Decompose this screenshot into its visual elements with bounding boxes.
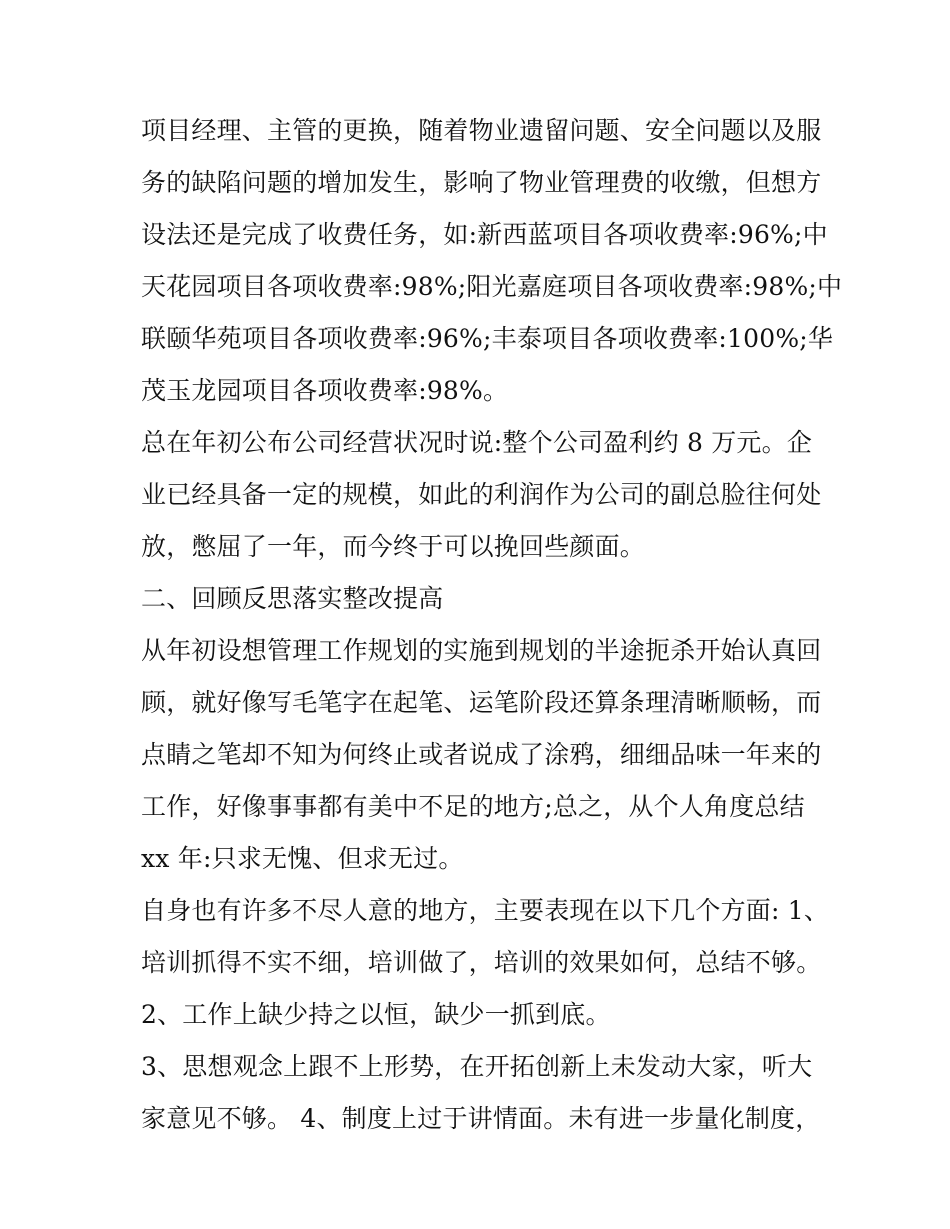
section-heading: 二、回顾反思落实整改提高 xyxy=(141,584,444,613)
text-line: 从年初设想管理工作规划的实施到规划的半途扼杀开始认真回 xyxy=(141,636,822,665)
text-line: 家意见不够。 4、制度上过于讲情面。未有进一步量化制度， xyxy=(141,1104,821,1133)
text-line: 设法还是完成了收费任务，如:新西蓝项目各项收费率:96%;中 xyxy=(141,220,828,249)
text-line: 项目经理、主管的更换，随着物业遗留问题、安全问题以及服 xyxy=(141,116,822,145)
text-line: 总在年初公布公司经营状况时说:整个公司盈利约 8 万元。企 xyxy=(141,428,813,457)
text-line: 放，憋屈了一年，而今终于可以挽回些颜面。 xyxy=(141,532,646,561)
document-body xyxy=(141,105,843,1145)
text-line: 务的缺陷问题的增加发生，影响了物业管理费的收缴，但想方 xyxy=(141,168,822,197)
text-line: 点睛之笔却不知为何终止或者说成了涂鸦，细细品味一年来的 xyxy=(141,740,822,769)
text-line: 自身也有许多不尽人意的地方，主要表现在以下几个方面: 1、 xyxy=(141,896,830,925)
text-line: 培训抓得不实不细，培训做了，培训的效果如何，总结不够。 xyxy=(141,948,822,977)
text-line: 顾，就好像写毛笔字在起笔、运笔阶段还算条理清晰顺畅，而 xyxy=(141,688,822,717)
text-line: 工作，好像事事都有美中不足的地方;总之，从个人角度总结 xyxy=(141,792,805,821)
text-line: 联颐华苑项目各项收费率:96%;丰泰项目各项收费率:100%;华 xyxy=(141,324,834,353)
text-line: 茂玉龙园项目各项收费率:98%。 xyxy=(141,376,509,405)
text-line: xx 年:只求无愧、但求无过。 xyxy=(141,844,464,873)
text-line: 天花园项目各项收费率:98%;阳光嘉庭项目各项收费率:98%;中 xyxy=(141,272,843,301)
text-line: 2、工作上缺少持之以恒，缺少一抓到底。 xyxy=(141,1000,611,1029)
text-line: 业已经具备一定的规模，如此的利润作为公司的副总脸往何处 xyxy=(141,480,822,509)
text-line: 3、思想观念上跟不上形势，在开拓创新上未发动大家，听大 xyxy=(141,1052,813,1081)
